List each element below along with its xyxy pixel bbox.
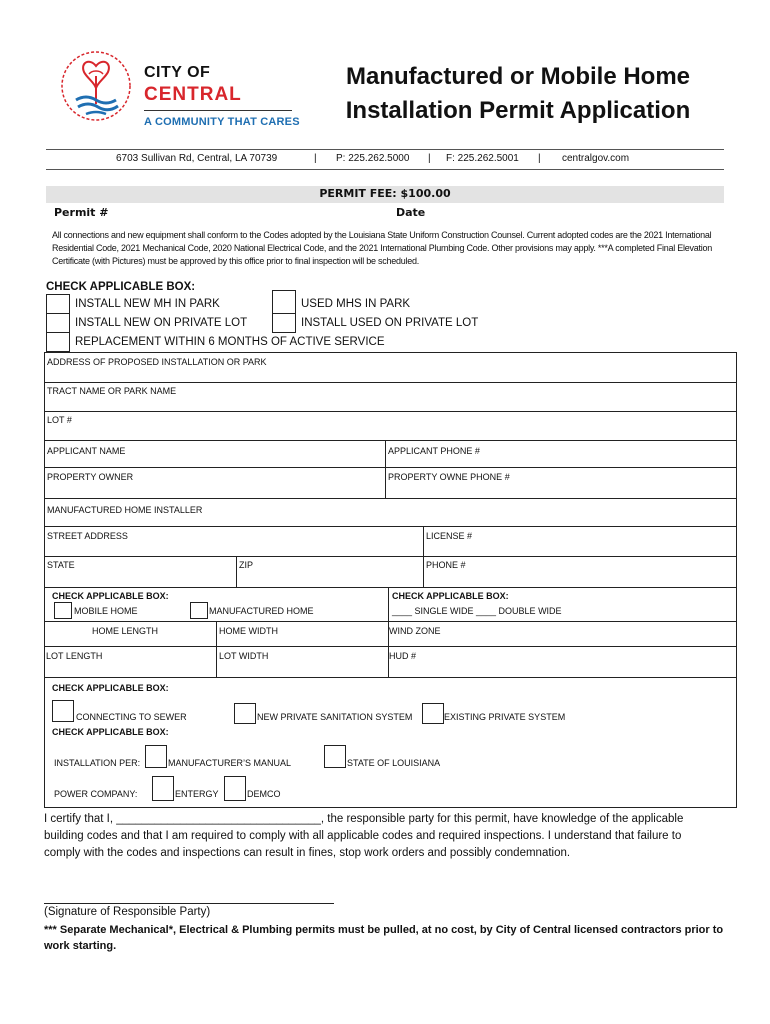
col-line: [385, 440, 386, 498]
page-title: [318, 60, 718, 128]
checkbox-entergy[interactable]: [152, 776, 174, 801]
contact-sep-1: |: [314, 153, 317, 164]
check-heading-installation: CHECK APPLICABLE BOX:: [52, 727, 169, 737]
check-heading: CHECK APPLICABLE BOX:: [46, 281, 196, 293]
signature-line[interactable]: [44, 903, 334, 904]
checkbox-demco[interactable]: [224, 776, 246, 801]
checkbox-new-mh-park[interactable]: [46, 294, 70, 314]
row-line: [44, 526, 737, 527]
header-rule-top: [46, 149, 724, 150]
check-heading-width: CHECK APPLICABLE BOX:: [392, 591, 509, 601]
row-line: [44, 467, 737, 468]
contact-address: 6703 Sullivan Rd, Central, LA 70739: [116, 153, 278, 164]
field-hud[interactable]: HUD #: [389, 651, 417, 661]
label-sewer: CONNECTING TO SEWER: [76, 712, 187, 722]
field-zip[interactable]: ZIP: [239, 560, 254, 570]
field-applicant-name[interactable]: APPLICANT NAME: [47, 446, 126, 456]
form-table: [44, 352, 737, 808]
field-installer[interactable]: MANUFACTURED HOME INSTALLER: [47, 505, 203, 515]
field-property-owner[interactable]: PROPERTY OWNER: [47, 472, 134, 482]
label-manufacturer-manual: MANUFACTURER’S MANUAL: [168, 758, 292, 768]
certification-text: I certify that I, ________________________________, the responsible party for this permit, have knowledge of the applicable building codes and that I am required to comply with all applicable codes and required inspections. I understand that failure to comply with the codes and inspections can result in fines, stop work orders and possibly condemnation.: [44, 813, 684, 859]
col-line: [216, 621, 217, 677]
contact-phone: P: 225.262.5000: [336, 153, 410, 164]
field-home-width[interactable]: HOME WIDTH: [219, 626, 278, 636]
label-existing-private: EXISTING PRIVATE SYSTEM: [444, 712, 566, 722]
field-phone[interactable]: PHONE #: [426, 560, 466, 570]
code-notice: All connections and new equipment shall conform to the Codes adopted by the Louisiana State Uniform Construction Counsel. Current adopted codes are the 2021 International Residential Code, 2021 Mechanical Code, 2020 National Electrical Code, and the 2021 International Plumbing Code. Other provisions may apply. ***A completed Final Elevation Certificate (with Pictures) must be approved by this office prior to final inspection will be scheduled.: [52, 230, 712, 266]
logo-central: CENTRAL: [144, 84, 242, 105]
field-tract[interactable]: TRACT NAME OR PARK NAME: [47, 386, 177, 396]
label-power-company: POWER COMPANY:: [54, 789, 138, 799]
checkbox-existing-private[interactable]: [422, 703, 444, 724]
label-entergy: ENTERGY: [175, 789, 219, 799]
city-logo: [56, 46, 136, 126]
checkbox-mobile-home[interactable]: [54, 602, 72, 619]
label-new-mh-park: INSTALL NEW MH IN PARK: [75, 298, 220, 310]
contact-website[interactable]: centralgov.com: [562, 153, 630, 164]
checkbox-replacement[interactable]: [46, 332, 70, 352]
date-label: Date: [396, 206, 426, 219]
permit-number-label: Permit #: [54, 206, 109, 219]
field-state[interactable]: STATE: [47, 560, 75, 570]
label-width-options[interactable]: ____ SINGLE WIDE ____ DOUBLE WIDE: [392, 606, 562, 616]
label-mobile-home: MOBILE HOME: [74, 606, 138, 616]
field-owner-phone[interactable]: PROPERTY OWNE PHONE #: [388, 472, 510, 482]
checkbox-new-private-sanitation[interactable]: [234, 703, 256, 724]
field-address[interactable]: ADDRESS OF PROPOSED INSTALLATION OR PARK: [47, 357, 267, 367]
signature-label: (Signature of Responsible Party): [44, 906, 211, 918]
checkbox-manufactured-home[interactable]: [190, 602, 208, 619]
contact-fax: F: 225.262.5001: [446, 153, 519, 164]
permit-fee: PERMIT FEE: $100.00: [319, 187, 451, 200]
field-home-length[interactable]: HOME LENGTH: [92, 626, 159, 636]
row-line: [44, 621, 737, 622]
title-line-1: Manufactured or Mobile Home: [345, 63, 691, 90]
checkbox-new-private-lot[interactable]: [46, 313, 70, 333]
field-applicant-phone[interactable]: APPLICANT PHONE #: [388, 446, 480, 456]
footer-note: *** Separate Mechanical*, Electrical & Plumbing permits must be pulled, at no cost, by City of Central licensed contractors prior to work starting.: [44, 924, 724, 952]
checkbox-used-mhs-park[interactable]: [272, 290, 296, 314]
row-line: [44, 411, 737, 412]
row-line: [44, 556, 737, 557]
header-rule-bottom: [46, 169, 724, 170]
checkbox-manufacturer-manual[interactable]: [145, 745, 167, 768]
label-used-mhs-park: USED MHS IN PARK: [301, 298, 411, 310]
row-line: [44, 498, 737, 499]
row-line: [44, 382, 737, 383]
field-lot[interactable]: LOT #: [47, 415, 72, 425]
label-manufactured-home: MANUFACTURED HOME: [209, 606, 314, 616]
row-line: [44, 677, 737, 678]
row-line: [44, 646, 737, 647]
logo-city-of: CITY OF: [144, 64, 211, 81]
row-line: [44, 440, 737, 441]
field-license[interactable]: LICENSE #: [426, 531, 473, 541]
label-installation-per: INSTALLATION PER:: [54, 758, 141, 768]
col-line: [236, 556, 237, 587]
check-heading-sewer: CHECK APPLICABLE BOX:: [52, 683, 169, 693]
field-lot-length[interactable]: LOT LENGTH: [46, 651, 103, 661]
label-new-private-sanitation: NEW PRIVATE SANITATION SYSTEM: [257, 712, 413, 722]
label-new-private-lot: INSTALL NEW ON PRIVATE LOT: [75, 317, 248, 329]
check-heading-home-type: CHECK APPLICABLE BOX:: [52, 591, 169, 601]
label-state-louisiana: STATE OF LOUISIANA: [347, 758, 441, 768]
col-line: [423, 526, 424, 587]
label-replacement: REPLACEMENT WITHIN 6 MONTHS OF ACTIVE SERVICE: [75, 336, 385, 348]
checkbox-used-private-lot[interactable]: [272, 313, 296, 333]
contact-sep-2: |: [428, 153, 431, 164]
field-lot-width[interactable]: LOT WIDTH: [219, 651, 269, 661]
row-line: [44, 587, 737, 588]
title-line-2: Installation Permit Application: [345, 97, 691, 124]
logo-tagline: A COMMUNITY THAT CARES: [144, 116, 300, 128]
contact-sep-3: |: [538, 153, 541, 164]
checkbox-state-louisiana[interactable]: [324, 745, 346, 768]
logo-divider: [144, 110, 292, 111]
label-used-private-lot: INSTALL USED ON PRIVATE LOT: [301, 317, 479, 329]
checkbox-sewer[interactable]: [52, 700, 74, 722]
field-wind-zone[interactable]: WIND ZONE: [389, 626, 441, 636]
label-demco: DEMCO: [247, 789, 281, 799]
field-street-address[interactable]: STREET ADDRESS: [47, 531, 128, 541]
